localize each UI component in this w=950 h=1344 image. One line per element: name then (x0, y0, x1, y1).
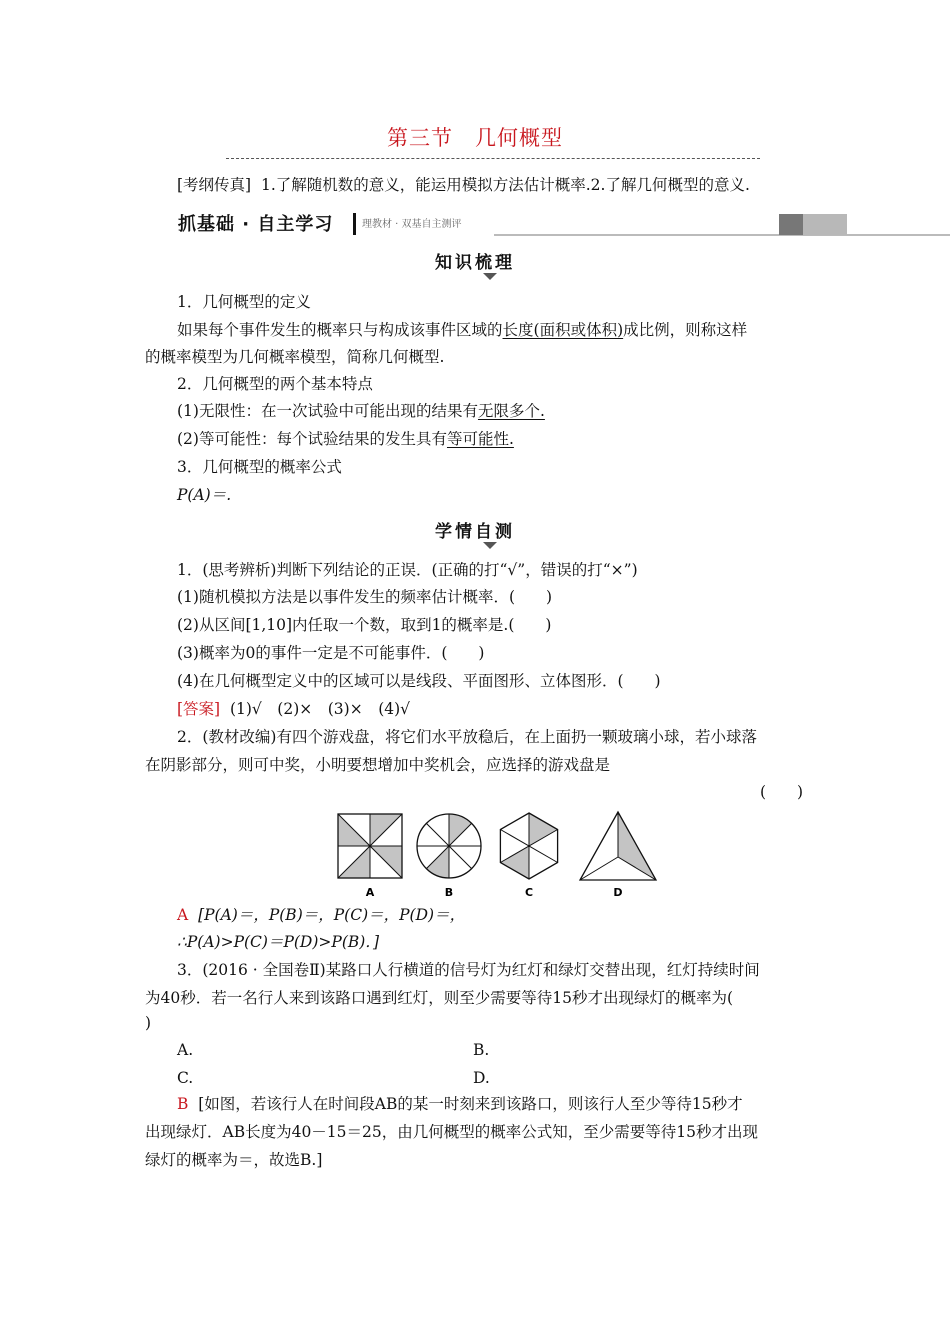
board-label-d: D (613, 886, 623, 899)
q3-line-3: ) (145, 1014, 152, 1032)
q3-answer-line-3: 绿灯的概率为＝，故选B.] (145, 1151, 323, 1169)
q3-option-a: A. (177, 1041, 194, 1059)
q3-answer-line-2: 出现绿灯．AB长度为40－15＝25，由几何概型的概率公式知，至少需要等待15秒才出现 (145, 1123, 758, 1141)
section-banner (174, 212, 847, 237)
selftest-heading-arrow-icon (483, 542, 497, 549)
q1-statement-1: (1)随机模拟方法是以事件发生的频率估计概率．( ) (177, 588, 553, 606)
underlined-answer: 等可能性. (446, 430, 514, 448)
q1-statement-4: (4)在几何概型定义中的区域可以是线段、平面图形、立体图形．( ) (177, 672, 661, 690)
probability-formula: P(A)＝. (177, 486, 232, 504)
knowledge-heading: 知识梳理 (435, 253, 515, 273)
q1-stem: 1．(思考辨析)判断下列结论的正误．(正确的打“√”，错误的打“×”) (177, 561, 638, 579)
banner-separator (353, 213, 356, 235)
knowledge-item-3-title: 3．几何概型的概率公式 (177, 458, 342, 476)
q1-answer (177, 699, 410, 719)
q2-line-2: 在阴影部分，则可中奖，小明要想增加中奖机会，应选择的游戏盘是 (145, 756, 611, 774)
syllabus-text: 1.了解随机数的意义，能运用模拟方法估计概率.2.了解几何概型的意义. (260, 176, 750, 194)
board-label-c: C (524, 886, 534, 899)
underlined-answer: 长度(面积或体积) (502, 321, 624, 339)
knowledge-item-1-line1: 如果每个事件发生的概率只与构成该事件区域的长度(面积或体积)成比例，则称这样 (177, 321, 748, 339)
page-title: 第三节 几何概型 (387, 126, 563, 150)
q2-answer-line-2: ∴P(A)>P(C)＝P(D)>P(B)．] (177, 933, 380, 951)
knowledge-item-2a: (1)无限性：在一次试验中可能出现的结果有无限多个. (177, 402, 545, 420)
answer-label: [答案] (177, 700, 221, 718)
game-board-c (500, 813, 557, 879)
banner-light-block (803, 214, 847, 235)
game-boards-figure (330, 808, 660, 900)
answer-text: (1)√ (2)× (3)× (4)√ (229, 700, 411, 718)
knowledge-item-1-title: 1．几何概型的定义 (177, 293, 311, 311)
q2-line-1: 2．(教材改编)有四个游戏盘，将它们水平放稳后，在上面扔一颗玻璃小球，若小球落 (177, 728, 757, 746)
q3-option-d: D. (473, 1069, 490, 1087)
syllabus-line (177, 175, 750, 195)
q2-answer-line-1: A [P(A)＝，P(B)＝，P(C)＝，P(D)＝， (177, 906, 466, 924)
q2-answer-paren: ( ) (760, 783, 804, 801)
banner-title: 抓基础 · 自主学习 (178, 214, 334, 235)
knowledge-heading-arrow-icon (483, 273, 497, 280)
q3-line-1: 3．(2016 · 全国卷Ⅱ)某路口人行横道的信号灯为红灯和绿灯交替出现，红灯持续时间 (177, 961, 760, 979)
title-divider (226, 158, 760, 159)
game-board-b (417, 814, 481, 878)
board-label-a: A (365, 886, 375, 899)
underlined-answer: 无限多个. (477, 402, 545, 420)
game-board-a (338, 814, 402, 878)
q1-statement-3: (3)概率为0的事件一定是不可能事件．( ) (177, 644, 485, 662)
q3-line-2: 为40秒．若一名行人来到该路口遇到红灯，则至少需要等待15秒才出现绿灯的概率为( (145, 989, 733, 1007)
answer-letter: B (177, 1095, 189, 1113)
answer-letter: A (177, 906, 189, 924)
board-label-b: B (444, 886, 454, 899)
banner-rule (494, 234, 950, 236)
game-board-d (580, 812, 656, 880)
syllabus-label: [考纲传真] (177, 176, 252, 194)
knowledge-item-2-title: 2．几何概型的两个基本特点 (177, 375, 373, 393)
q3-answer-line-1: B [如图，若该行人在时间段AB的某一时刻来到该路口，则该行人至少等待15秒才 (177, 1095, 743, 1113)
banner-subtitle: 理教材 · 双基自主测评 (362, 219, 462, 230)
q1-statement-2: (2)从区间[1,10]内任取一个数，取到1的概率是.( ) (177, 616, 552, 634)
q3-option-c: C. (177, 1069, 194, 1087)
knowledge-item-1-line2: 的概率模型为几何概率模型，简称几何概型. (145, 348, 445, 366)
q3-option-b: B. (473, 1041, 490, 1059)
knowledge-item-2b: (2)等可能性：每个试验结果的发生具有等可能性. (177, 430, 514, 448)
selftest-heading: 学情自测 (435, 522, 515, 542)
banner-dark-block (779, 214, 803, 235)
